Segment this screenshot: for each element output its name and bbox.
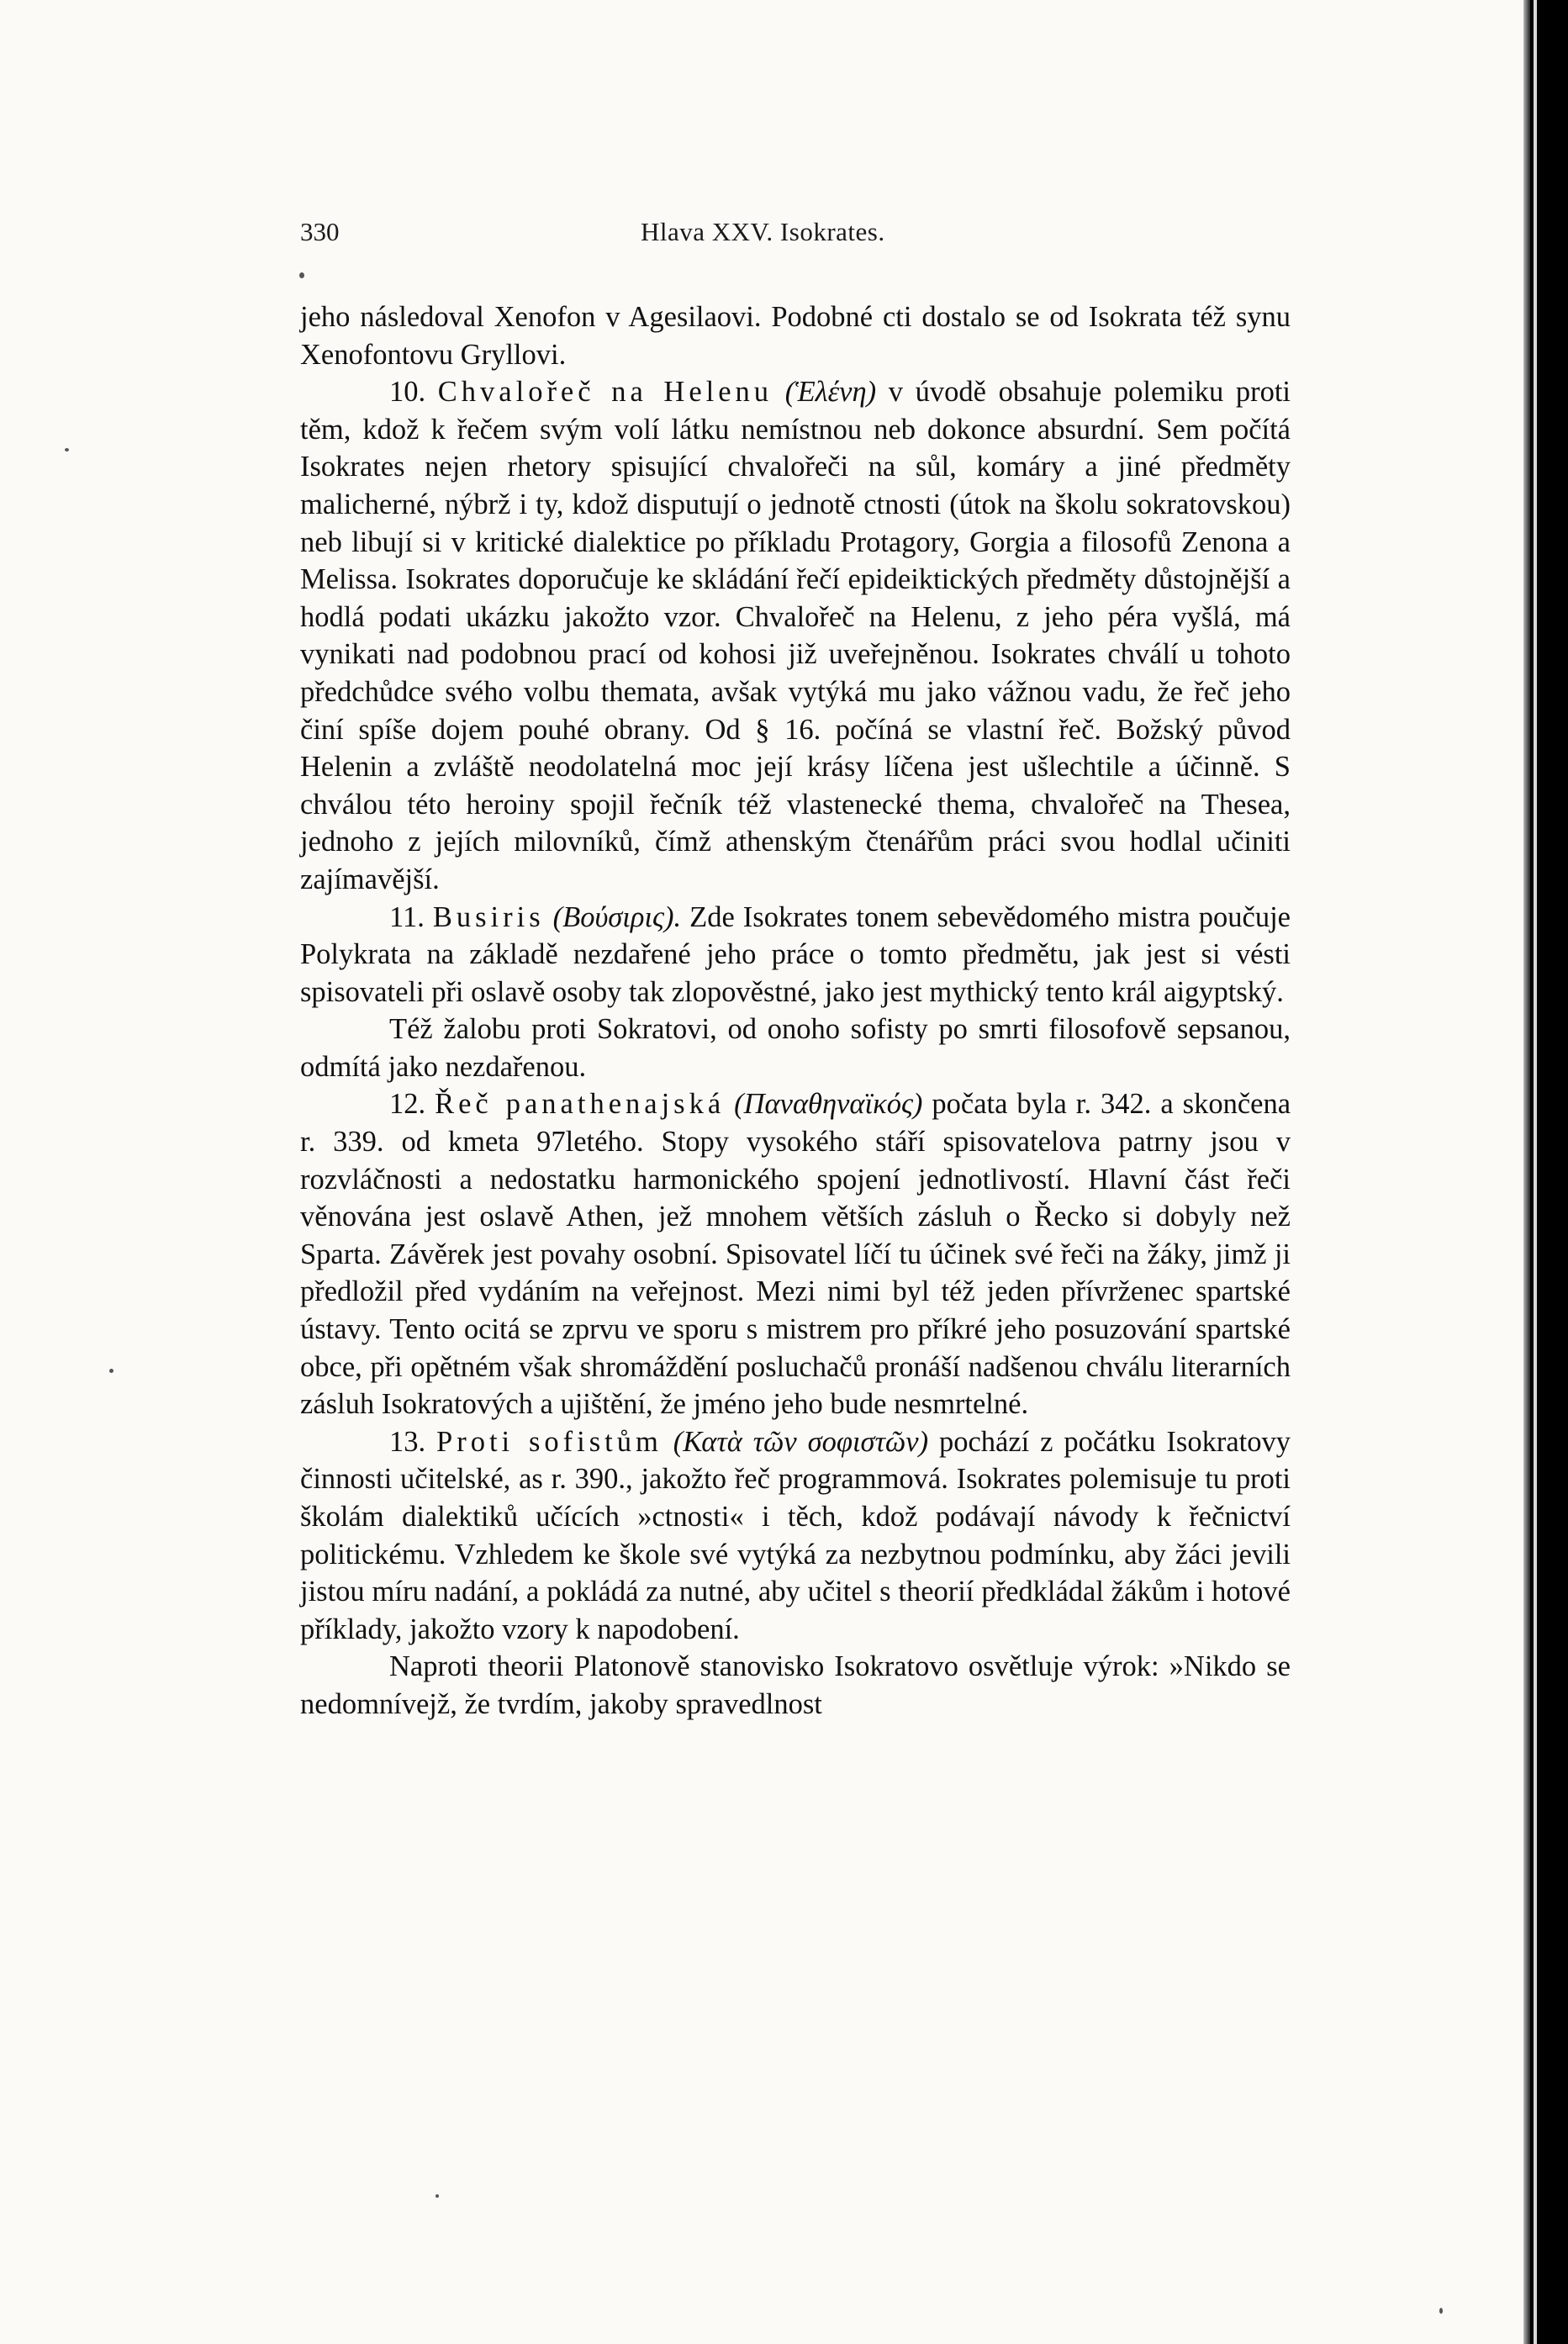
scan-speck <box>299 272 304 278</box>
section-text: v úvodě obsahuje polemiku proti těm, kdož k řečem svým volí látku nemístnou neb dokonce absurdní. Sem počítá Isokrates nejen rhetory spisující chvalořeči na sůl, komáry a jiné předměty malicherné, nýbrž i ty, kdož disputují o jednotě ctnosti (útok na školu sokratovskou) neb libují si v kritické dialektice po příkladu Protagory, Gorgia a filosofů Zenona a Melissa. Isokrates doporučuje ke skládání řečí epideiktických předměty důstojnější a hodlá podati ukázku jakožto vzor. Chvalořeč na Helenu, z jeho péra vyšlá, má vynikati nad podobnou prací od kohosi již uveřejněnou. Isokrates chválí u tohoto předchůdce svého volbu themata, avšak vytýká mu jako vážnou vadu, že řeč jeho činí spíše dojem pouhé obrany. Od § 16. počíná se vlastní řeč. Božský původ Helenin a zvláště neodolatelná moc její krásy líčena jest ušlechtile a účinně. S chválou této heroiny spojil řečník též vlastenecké thema, chvalořeč na Thesea, jednoho z jejích milovníků, čímž athenským čtenářům práci svou hodlal učiniti zajímavější. <box>300 376 1291 895</box>
section-title: Řeč panathenajská <box>435 1088 726 1121</box>
scan-speck <box>109 1369 114 1373</box>
section-text: Zde Isokrates tonem sebevědomého mistra poučuje Polykrata na základě nezdařené jeho práce o tomto předmětu, jak jest si vésti spisovateli při oslavě osoby tak zlopověstné, jako jest mythický tento král aigyptský. <box>300 900 1291 1008</box>
chapter-title: Hlava XXV. Isokrates. <box>641 217 885 246</box>
greek-title: (Κατὰ τῶν σοφιστῶν) <box>673 1425 929 1458</box>
paragraph-platon: Naproti theorii Platonově stanovisko Isokratovo osvětluje výrok: »Nikdo se nedomnívejž, že tvrdím, jakoby spravedlnost <box>300 1650 1291 1720</box>
page-number: 330 <box>300 217 340 246</box>
paragraph-intro: jeho následoval Xenofon v Agesilaovi. Podobné cti dostalo se od Isokrata též synu Xenofontovu Gryllovi. <box>300 301 1291 371</box>
body-text <box>300 298 1291 1724</box>
section-13-sofistum <box>300 1423 1291 1649</box>
section-12-panathenaikos <box>300 1085 1291 1423</box>
section-text: počata byla r. 342. a skončena r. 339. od kmeta 97letého. Stopy vysokého stáří spisovatelova patrny jsou v rozvláčnosti a nedostatku harmonického spojení jednotlivostí. Hlavní část řeči věnována jest oslavě Athen, jež mnohem větších zásluh o Řecko si dobyly než Sparta. Závěrek jest povahy osobní. Spisovatel líčí tu účinek své řeči na žáky, jimž ji předložil před vydáním na veřejnost. Mezi nimi byl též jeden přívrženec spartské ústavy. Tento ocitá se zprvu ve sporu s mistrem pro příkré jeho posuzování spartské obce, při opětném však shromáždění posluchačů pronáší nadšenou chválu literarních zásluh Isokratových a ujištění, že jméno jeho bude nesmrtelné. <box>300 1088 1291 1421</box>
section-text: pochází z počátku Isokratovy činnosti učitelské, as r. 390., jakožto řeč programmová. Isokrates polemisuje tu proti školám dialektiků učících »ctnosti« i těch, kdož podávají návody k řečnictví politickému. Vzhledem ke škole své vytýká za nezbytnou podmínku, aby žáci jevili jistou míru nadání, a pokládá za nutné, aby učitel s theorií předkládal žákům i hotové příklady, jakožto vzory k napodobení. <box>300 1425 1291 1645</box>
scan-speck <box>436 2194 439 2198</box>
section-11-busiris <box>300 899 1291 1011</box>
section-number: 10. <box>389 376 426 409</box>
page-edge-line <box>1534 0 1537 2344</box>
running-head <box>300 217 1292 259</box>
greek-title: (Ἑλένη) <box>784 376 877 409</box>
section-title: Chvalořeč na Helenu <box>437 376 773 409</box>
section-number: 11. <box>389 900 425 933</box>
greek-title: (Βούσιρις). <box>552 900 682 933</box>
section-title: Proti sofistům <box>436 1425 663 1458</box>
greek-title: (Παναθηναϊκός) <box>734 1088 923 1121</box>
section-10-helena <box>300 373 1291 898</box>
page-fold-shadow <box>1523 0 1530 2344</box>
scan-speck <box>1439 2308 1443 2314</box>
paragraph-sokrates: Též žalobu proti Sokratovi, od onoho sofisty po smrti filosofově sepsanou, odmítá jako nezdařenou. <box>300 1013 1291 1083</box>
section-number: 12. <box>389 1088 426 1121</box>
section-number: 13. <box>389 1425 426 1458</box>
section-title: Busiris <box>432 900 545 933</box>
scan-speck <box>65 448 69 451</box>
